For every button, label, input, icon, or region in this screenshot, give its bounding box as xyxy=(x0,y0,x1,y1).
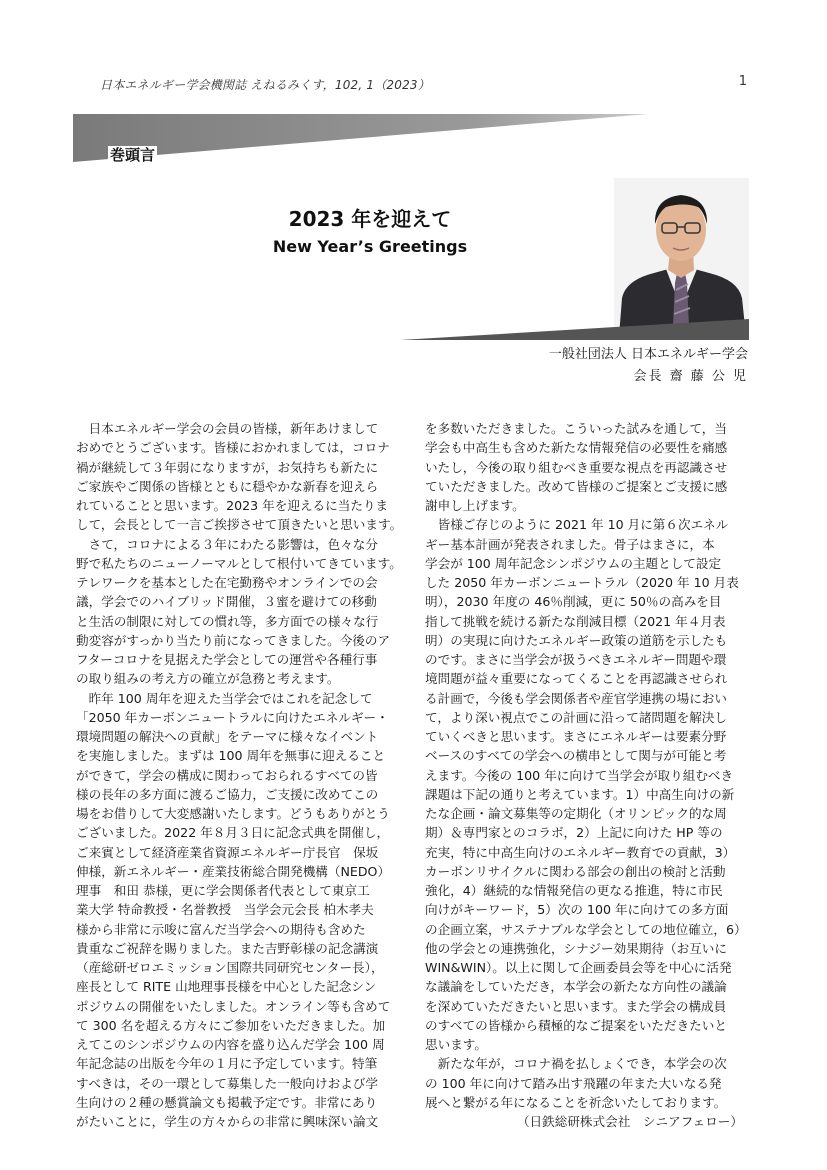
paragraph-line: ギー基本計画が発表されました。骨子はまさに，本 xyxy=(425,536,715,552)
article-title: 2023 年を迎えて xyxy=(288,207,452,231)
paragraph-line: のすべての皆様から積極的なご提案をいただきたいと xyxy=(425,1017,727,1033)
paragraph-line: 座長として RITE 山地理事長様を中心とした記念シン xyxy=(76,979,377,995)
paragraph-line: 昨年 100 周年を迎えた当学会ではこれを記念して xyxy=(76,690,373,706)
paragraph-line: さて，コロナによる３年にわたる影響は，色々な分 xyxy=(76,536,378,552)
paragraph-line: を多数いただきました。こういった試みを通して，当 xyxy=(425,421,727,436)
paragraph-line: WIN&WIN）。以上に関して企画委員会等を中心に活発 xyxy=(425,960,732,975)
page-number: 1 xyxy=(738,74,747,89)
paragraph-line: 期）＆専門家とのコラボ，2）上記に向けた HP 等の xyxy=(425,825,723,841)
paragraph-line: がたいことに，学生の方々からの非常に興味深い論文 xyxy=(76,1114,379,1129)
paragraph-line: 環境問題の解決への貢献」をテーマに様々なイベント xyxy=(76,729,379,744)
paragraph-line: 向けがキーワード，5）次の 100 年に向けての多方面 xyxy=(425,902,729,918)
paragraph-line: カーボンリサイクルに関わる部会の創出の検討と活動 xyxy=(425,863,726,879)
paragraph-line: えてこのシンポジウムの内容を盛り込んだ学会 100 周 xyxy=(76,1037,385,1052)
paragraph-line: 場をお借りして大変感謝いたします。どうもありがとう xyxy=(76,806,390,821)
paragraph-line: 生向けの２種の懸賞論文も掲載予定です。非常にあり xyxy=(76,1094,378,1110)
paragraph-line: ご来賓として経済産業省資源エネルギー庁長官 保坂 xyxy=(76,844,379,860)
paragraph-line: すべきは，その一環として募集した一般向けおよび学 xyxy=(76,1075,378,1091)
paragraph-line: した 2050 年カーボンニュートラル（2020 年 10 月表 xyxy=(425,575,739,590)
paragraph-line: おめでとうございます。皆様におかれましては，コロナ xyxy=(76,440,390,456)
paragraph-line: テレワークを基本とした在宅勤務やオンラインでの会 xyxy=(76,575,378,590)
paragraph-line: ていくべきと思います。まさにエネルギーは要素分野 xyxy=(425,729,727,744)
paragraph-line: を深めていただきたいと思います。また学会の構成員 xyxy=(425,998,727,1014)
paragraph-line: 皆様ご存じのように 2021 年 10 月に第６次エネル xyxy=(425,517,729,533)
paragraph-line: 学会も中高生も含めた新たな情報発信の必要性を痛感 xyxy=(425,440,728,456)
paragraph-line: 年記念誌の出版を今年の１月に予定しています。特筆 xyxy=(76,1056,378,1072)
paragraph-line: 様の長年の多方面に渡るご協力，ご支援に改めてこの xyxy=(76,786,379,802)
paragraph-line: ができて，学会の構成に関わっておられるすべての皆 xyxy=(76,767,378,783)
paragraph-line: （産総研ゼロエミッション国際共同研究センター長）， xyxy=(76,960,384,975)
article-subtitle: New Year’s Greetings xyxy=(272,237,468,256)
paragraph-line: えます。今後の 100 年に向けて当学会が取り組むべき xyxy=(425,767,734,783)
decorative-accent xyxy=(400,316,749,340)
author-photo xyxy=(614,178,749,336)
paragraph-line: 学会が 100 周年記念シンポジウムの主題として設定 xyxy=(425,555,722,571)
body-column-right xyxy=(425,419,747,1131)
author-signature: （日鉄総研株式会社 シニアフェロー） xyxy=(516,1114,743,1129)
paragraph-line: 指して挑戦を続ける新たな削減目標（2021 年４月表 xyxy=(425,613,726,629)
paragraph-line: のです。まさに当学会が扱うべきエネルギー問題や環 xyxy=(425,652,727,667)
paragraph-line: たな企画・論文募集等の定期化（オリンピック的な周 xyxy=(425,806,727,821)
paragraph-line: る計画で，今後も学会関係者や産官学連携の場におい xyxy=(425,690,727,706)
paragraph-line: 展へと繋がる年になることを祈念いたしております。 xyxy=(425,1094,727,1110)
paragraph-line: な議論をしていただき，本学会の新たな方向性の議論 xyxy=(425,979,727,995)
paragraph-line: して，会長として一言ご挨拶させて頂きたいと思います。 xyxy=(76,517,403,533)
section-banner xyxy=(73,114,648,162)
paragraph-line: 日本エネルギー学会の会員の皆様，新年あけまして xyxy=(76,421,379,436)
paragraph-line: の取り組みの考え方の確立が急務と考えます。 xyxy=(76,671,340,687)
paragraph-line: と生活の制限に対しての慣れ等，多方面での様々な行 xyxy=(76,613,379,629)
paragraph-line: 「2050 年カーボンニュートラルに向けたエネルギー・ xyxy=(76,709,389,725)
paragraph-line: 謝申し上げます。 xyxy=(425,498,525,513)
paragraph-line: 明），2030 年度の 46％削減，更に 50％の高みを目 xyxy=(425,594,722,610)
paragraph-line: 様から非常に示唆に富んだ当学会への期待も含めた xyxy=(76,921,366,937)
paragraph-line: ご家族やご関係の皆様とともに穏やかな新春を迎えら xyxy=(76,478,379,494)
body-column-left xyxy=(76,419,403,1131)
paragraph-line: 議，学会でのハイブリッド開催，３蜜を避けての移動 xyxy=(76,594,377,610)
paragraph-line: 理事 和田 恭様，更に学会関係者代表として東京工 xyxy=(76,883,370,898)
paragraph-line: 思います。 xyxy=(425,1037,487,1052)
paragraph-line: ベースのすべての学会への横串として関与が可能と考 xyxy=(425,748,727,764)
paragraph-line: ございました。2022 年８月３日に記念式典を開催し， xyxy=(76,825,390,841)
paragraph-line: いたし，今後の取り組むべき重要な視点を再認識させ xyxy=(425,459,728,475)
paragraph-line: 明）の実現に向けたエネルギー政策の道筋を示したも xyxy=(425,632,728,648)
paragraph-line: 伸様，新エネルギー・産業技術総合開発機構（NEDO） xyxy=(76,863,391,879)
paragraph-line: 課題は下記の通りと考えています。1）中高生向けの新 xyxy=(425,786,735,802)
paragraph-line: 業大学 特命教授・名誉教授 当学会元会長 柏木孝夫 xyxy=(76,902,374,918)
paragraph-line: 禍が継続して３年弱になりますが，お気持ちも新たに xyxy=(76,459,379,475)
paragraph-line: ポジウムの開催をいたしました。オンライン等も含めて xyxy=(76,998,391,1014)
paragraph-line: 新たな年が，コロナ禍を払しょくでき，本学会の次 xyxy=(425,1056,727,1072)
paragraph-line: 貴重なご祝辞を賜りました。また吉野彰様の記念講演 xyxy=(76,940,379,956)
paragraph-line: れていることと思います。2023 年を迎えるに当たりま xyxy=(76,498,389,513)
paragraph-line: の 100 年に向けて踏み出す飛躍の年また大いなる発 xyxy=(425,1075,722,1091)
paragraph-line: を実施しました。まずは 100 周年を無事に迎えること xyxy=(76,748,386,764)
paragraph-line: ていただきました。改めて皆様のご提案とご支援に感 xyxy=(425,478,728,494)
author-name: 会長 齋 藤 公 児 xyxy=(633,369,748,384)
paragraph-line: フターコロナを見据えた学会としての運営や各種行事 xyxy=(76,652,378,667)
paragraph-line: 野で私たちのニューノーマルとして根付いてきています。 xyxy=(76,555,402,571)
paragraph-line: 強化，4）継続的な情報発信の更なる推進，特に市民 xyxy=(425,883,723,898)
paragraph-line: て 300 名を超える方々にご参加をいただきました。加 xyxy=(76,1017,386,1033)
paragraph-line: 他の学会との連携強化，シナジー効果期待（お互いに xyxy=(425,940,727,956)
author-affiliation: 一般社団法人 日本エネルギー学会 xyxy=(548,347,748,362)
paragraph-line: の企画立案，サステナブルな学会としての地位確立，6） xyxy=(425,921,747,937)
paragraph-line: て，より深い視点でこの計画に沿って諸問題を解決し xyxy=(425,709,727,725)
paragraph-line: 充実，特に中高生向けのエネルギー教育での貢献，3） xyxy=(425,844,736,860)
section-label: 巻頭言 xyxy=(110,146,156,164)
paragraph-line: 境問題が益々重要になってくることを再認識させられ xyxy=(425,671,728,687)
running-head: 日本エネルギー学会機関誌 えねるみくす，102, 1（2023） xyxy=(100,78,430,92)
paragraph-line: 動変容がすっかり当たり前になってきました。今後のア xyxy=(76,632,391,648)
